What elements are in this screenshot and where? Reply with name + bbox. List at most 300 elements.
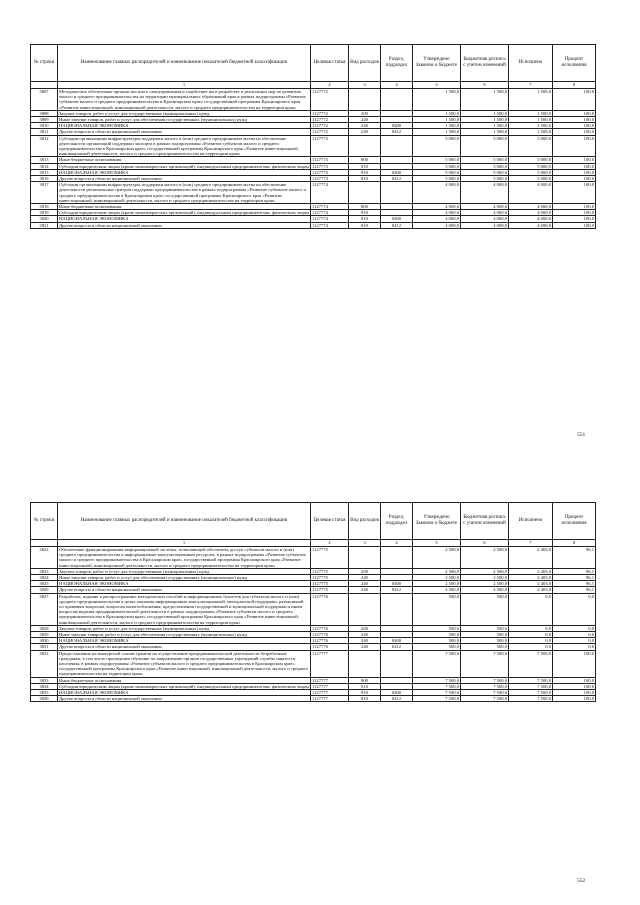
target-article: 1127777 [311,690,349,696]
table-row [31,696,596,702]
approved-amount: 2 500,0 [413,581,461,587]
column-number [31,540,58,547]
target-article: 1127775 [311,587,349,593]
execution-percent: 100,0 [553,677,596,683]
table-body [31,89,596,229]
row-number: 3829 [31,632,58,638]
table-row [31,182,596,204]
row-name: Другие вопросы в области национальной экономики [58,222,311,228]
row-number: 3828 [31,625,58,631]
budget-list-amount: 4 000,0 [461,182,509,204]
column-number: 1 [58,540,311,547]
expense-type: 810 [349,169,381,175]
row-number: 3830 [31,638,58,644]
executed-amount: 7 500,0 [509,690,553,696]
column-number: 6 [461,82,509,89]
executed-amount: 5 000,0 [509,169,553,175]
name-header: Наименование главных распорядителей и наименование показателей бюджетной классификации [58,503,311,540]
target-article: 1127775 [311,581,349,587]
row-name: НАЦИОНАЛЬНАЯ ЭКОНОМИКА [58,123,311,129]
budget-table [30,502,596,702]
execution-percent: 100,0 [553,696,596,702]
percent-header: Процент исполнения [553,503,596,540]
expense-type: 240 [349,129,381,135]
executed-amount: 0,0 [509,593,553,625]
executed-amount: 2 403,0 [509,581,553,587]
executed-amount: 7 500,0 [509,677,553,683]
row-name: Иные бюджетные ассигнования [58,204,311,210]
execution-percent: 100,0 [553,204,596,210]
name-header: Наименование главных распорядителей и наименование показателей бюджетной классификации [58,45,311,82]
expense-type: 240 [349,638,381,644]
executed-header: Исполнено [509,503,553,540]
budget-list-amount: 4 000,0 [461,216,509,222]
approved-amount: 5 000,0 [413,169,461,175]
document-page-552 [0,452,640,905]
execution-percent: 100,0 [553,216,596,222]
approved-amount: 1 500,0 [413,129,461,135]
budget-list-header: Бюджетная роспись с учетом изменений [461,45,509,82]
expense-type: 240 [349,575,381,581]
execution-percent: 100,0 [553,222,596,228]
approved-amount: 4 000,0 [413,216,461,222]
execution-percent: 100,0 [553,182,596,204]
column-number: 2 [311,540,349,547]
row-name: Предоставление на конкурсной основе грантов на осуществление предпринимательской деятельности безработным гражданам, в том числе прошедшим обучение по направлению органов государственных учреждений службы занятости населения, в рамках подпрограммы «Развитие субъектов малого и среднего предпринимательства в Красноярском крае» государственной программы Красноярского края «Развитие инвестиционной, инновационной деятельности, малого и среднего предпринимательства на территории края» [58,650,311,677]
expense-type: 240 [349,632,381,638]
expense-type-header: Вид расходов [349,45,381,82]
approved-amount: 500,0 [413,644,461,650]
column-number: 1 [58,82,311,89]
target-article: 1127776 [311,593,349,625]
column-number [31,82,58,89]
executed-amount: 0,0 [509,632,553,638]
target-article: 1127777 [311,696,349,702]
execution-percent: 96,1 [553,581,596,587]
row-name: НАЦИОНАЛЬНАЯ ЭКОНОМИКА [58,638,311,644]
execution-percent: 96,1 [553,587,596,593]
row-number: 3816 [31,176,58,182]
percent-header: Процент исполнения [553,45,596,82]
target-article: 1127772 [311,110,349,116]
row-number: 3811 [31,129,58,135]
expense-type: 240 [349,581,381,587]
budget-list-amount: 4 000,0 [461,210,509,216]
column-number: 5 [413,82,461,89]
row-name: Иные закупки товаров, работ и услуг для обеспечения государственных (муниципальных) нужд [58,575,311,581]
execution-percent: 100,0 [553,110,596,116]
approved-amount: 7 500,0 [413,696,461,702]
execution-percent: 100,0 [553,683,596,689]
executed-amount: 4 000,0 [509,216,553,222]
executed-amount: 1 500,0 [509,117,553,123]
approved-amount: 7 500,0 [413,683,461,689]
approved-amount: 2 500,0 [413,575,461,581]
execution-percent: 0,0 [553,644,596,650]
expense-type: 810 [349,176,381,182]
table-row [31,650,596,677]
budget-list-amount: 5 000,0 [461,163,509,169]
execution-percent: 96,1 [553,568,596,574]
approved-amount: 7 500,0 [413,677,461,683]
expense-type [349,89,381,111]
approved-amount: 2 500,0 [413,568,461,574]
row-number: 3825 [31,581,58,587]
approved-amount: 500,0 [413,638,461,644]
approved-amount: 5 000,0 [413,157,461,163]
approved-amount: 5 000,0 [413,135,461,157]
column-number: 3 [349,540,381,547]
row-number: 3820 [31,216,58,222]
executed-amount: 0,0 [509,644,553,650]
row-name: Субсидии юридическим лицам (кроме некоммерческих организаций), индивидуальным предпринимателям, физическим лицам [59,210,309,216]
expense-type: 800 [349,157,381,163]
approved-amount: 1 500,0 [413,89,461,111]
execution-percent: 100,0 [553,176,596,182]
section-code: 0400 [381,690,413,696]
row-number: 3812 [31,135,58,157]
page-number: 551 [577,432,586,438]
execution-percent: 0,0 [553,638,596,644]
section-code: 0412 [381,176,413,182]
approved-amount: 4 000,0 [413,210,461,216]
expense-type: 240 [349,644,381,650]
executed-amount: 5 000,0 [509,157,553,163]
target-article: 1127774 [311,222,349,228]
row-number: 3819 [31,210,58,216]
target-article-header: Целевая статья [311,503,349,540]
approved-amount: 4 000,0 [413,204,461,210]
column-number: 8 [553,540,596,547]
execution-percent: 100,0 [553,157,596,163]
row-name: НАЦИОНАЛЬНАЯ ЭКОНОМИКА [58,216,311,222]
section-code: 0400 [381,169,413,175]
target-article: 1127772 [311,129,349,135]
expense-type [349,547,381,569]
expense-type: 240 [349,117,381,123]
row-name: НАЦИОНАЛЬНАЯ ЭКОНОМИКА [58,581,311,587]
execution-percent: 0,0 [553,625,596,631]
executed-amount: 4 000,0 [509,222,553,228]
row-name: Иные закупки товаров, работ и услуг для обеспечения государственных (муниципальных) нужд [58,632,311,638]
budget-list-amount: 500,0 [461,644,509,650]
section-code [381,135,413,157]
column-number: 4 [381,82,413,89]
table-row [31,593,596,625]
section-code: 0400 [381,216,413,222]
budget-list-amount: 2 500,0 [461,581,509,587]
approved-amount: 5 000,0 [413,176,461,182]
row-name: Иные закупки товаров, работ и услуг для обеспечения государственных (муниципальных) нужд [58,117,311,123]
row-number-header: № строки [31,503,58,540]
executed-amount: 5 000,0 [509,135,553,157]
executed-amount: 7 500,0 [509,683,553,689]
section-code: 0412 [381,587,413,593]
row-name: Иные бюджетные ассигнования [58,677,311,683]
row-name: Разработка, издание и распространение методических пособий и информационных буклетов для субъектов малого и (или) среднего предпринимательства в целях оказания информационно-консультационной, методической поддержки, разъяснений по правовым вопросам, вопросам налогообложения, предоставления государственной и муниципальной поддержки и иным вопросам ведения предпринимательской деятельности в рамках подпрограммы «Развитие субъектов малого и среднего предпринимательства в Красноярском крае» государственной программы Красноярского края «Развитие инвестиционной, инновационной деятельности, малого и среднего предпринимательства на территории края» [58,593,311,625]
expense-type [349,135,381,157]
approved-amount: 2 500,0 [413,547,461,569]
budget-list-amount: 7 500,0 [461,677,509,683]
approved-amount: 7 500,0 [413,690,461,696]
approved-amount: 4 000,0 [413,182,461,204]
executed-amount: 1 500,0 [509,89,553,111]
budget-list-amount: 500,0 [461,593,509,625]
row-number: 3815 [31,169,58,175]
column-number-row [31,540,596,547]
approved-amount: 1 500,0 [413,117,461,123]
approved-amount: 1 500,0 [413,123,461,129]
row-number: 3822 [31,547,58,569]
column-number: 2 [311,82,349,89]
row-name: Другие вопросы в области национальной экономики [58,129,311,135]
expense-type: 810 [349,683,381,689]
row-number: 3835 [31,690,58,696]
row-name: Иные бюджетные ассигнования [58,157,311,163]
expense-type: 800 [349,677,381,683]
section-code: 0400 [381,123,413,129]
expense-type: 810 [349,696,381,702]
expense-type [349,182,381,204]
budget-list-amount: 7 500,0 [461,690,509,696]
approved-amount: 5 000,0 [413,163,461,169]
section-code [381,593,413,625]
row-number: 3833 [31,677,58,683]
approved-amount: 7 500,0 [413,650,461,677]
section-code [381,182,413,204]
section-code [381,650,413,677]
target-article: 1127773 [311,135,349,157]
budget-list-amount: 5 000,0 [461,169,509,175]
row-number: 3813 [31,157,58,163]
target-article: 1127775 [311,547,349,569]
execution-percent: 100,0 [553,163,596,169]
expense-type: 810 [349,216,381,222]
executed-amount: 1 500,0 [509,110,553,116]
row-number: 3810 [31,123,58,129]
table-row [31,89,596,111]
row-name: Другие вопросы в области национальной экономики [58,696,311,702]
budget-list-amount: 2 500,0 [461,547,509,569]
executed-header: Исполнено [509,45,553,82]
column-number: 8 [553,82,596,89]
executed-amount: 1 500,0 [509,123,553,129]
section-code [381,89,413,111]
row-name: Другие вопросы в области национальной экономики [58,644,311,650]
target-article: 1127776 [311,632,349,638]
budget-list-amount: 500,0 [461,625,509,631]
section-code: 0400 [381,581,413,587]
budget-list-amount: 1 500,0 [461,89,509,111]
budget-list-amount: 1 500,0 [461,129,509,135]
page-number: 552 [577,878,586,884]
row-name: Другие вопросы в области национальной экономики [58,176,311,182]
executed-amount: 7 500,0 [509,696,553,702]
column-number: 5 [413,540,461,547]
section-header: Раздел, подраздел [381,45,413,82]
expense-type: 240 [349,587,381,593]
budget-list-amount: 7 500,0 [461,650,509,677]
execution-percent: 0,0 [553,632,596,638]
budget-list-amount: 5 000,0 [461,135,509,157]
target-article: 1127776 [311,625,349,631]
row-number: 3809 [31,117,58,123]
approved-amount: 2 500,0 [413,587,461,593]
approved-amount: 500,0 [413,625,461,631]
expense-type [349,650,381,677]
execution-percent: 100,0 [553,135,596,157]
approved-header: Утверждено Законом о бюджете [413,503,461,540]
budget-list-amount: 7 500,0 [461,683,509,689]
budget-list-amount: 1 500,0 [461,123,509,129]
expense-type: 810 [349,222,381,228]
column-number: 4 [381,540,413,547]
execution-percent: 100,0 [553,117,596,123]
execution-percent: 100,0 [553,89,596,111]
row-number: 3821 [31,222,58,228]
target-article: 1127776 [311,638,349,644]
target-article: 1127774 [311,182,349,204]
row-name: Субсидии организациям инфраструктуры поддержки малого и (или) среднего предпринимательства на обеспечение деятельности организаций поддержки экспорта в рамках подпрограммы «Развитие субъектов малого и среднего предпринимательства в Красноярском крае» государственной программы Красноярского края «Развитие инвестиционной, инновационной деятельности, малого и среднего предпринимательства на территории края» [58,135,311,157]
row-number: 3818 [31,204,58,210]
row-number: 3814 [31,163,58,169]
execution-percent: 96,1 [553,575,596,581]
budget-list-amount: 4 000,0 [461,204,509,210]
target-article: 1127774 [311,210,349,216]
executed-amount: 7 500,0 [509,650,553,677]
executed-amount: 5 000,0 [509,163,553,169]
expense-type: 810 [349,210,381,216]
section-code: 0412 [381,129,413,135]
row-name: Закупка товаров, работ и услуг для государственных (муниципальных) нужд [58,625,311,631]
section-header: Раздел, подраздел [381,503,413,540]
budget-list-amount: 2 500,0 [461,587,509,593]
executed-amount: 4 000,0 [509,204,553,210]
execution-percent: 100,0 [553,690,596,696]
executed-amount: 0,0 [509,638,553,644]
table-body [31,547,596,702]
section-code [381,547,413,569]
section-code: 0400 [381,638,413,644]
section-code: 0412 [381,222,413,228]
row-number: 3808 [31,110,58,116]
budget-list-amount: 2 500,0 [461,568,509,574]
table-row [31,222,596,228]
row-number-header: № строки [31,45,58,82]
target-article: 1127777 [311,683,349,689]
row-name: Другие вопросы в области национальной экономики [58,587,311,593]
executed-amount: 1 500,0 [509,129,553,135]
row-number: 3834 [31,683,58,689]
executed-amount: 4 000,0 [509,182,553,204]
approved-header: Утверждено Законом о бюджете [413,45,461,82]
execution-percent: 100,0 [553,169,596,175]
row-name: Субсидии юридическим лицам (кроме некоммерческих организаций), индивидуальным предпринимателям, физическим лицам [59,163,309,169]
execution-percent: 100,0 [553,650,596,677]
approved-amount: 500,0 [413,593,461,625]
expense-type: 200 [349,110,381,116]
budget-list-header: Бюджетная роспись с учетом изменений [461,503,509,540]
approved-amount: 500,0 [413,632,461,638]
section-code: 0412 [381,696,413,702]
budget-list-amount: 500,0 [461,638,509,644]
row-number: 3831 [31,644,58,650]
target-article: 1127772 [311,117,349,123]
column-number: 6 [461,540,509,547]
executed-amount: 5 000,0 [509,176,553,182]
row-name: Обеспечение функционирования информационной системы, позволяющей обеспечить доступ субъектов малого и (или) среднего предпринимательства к информационно-консультационным ресурсам, в рамках подпрограммы «Развитие субъектов малого и среднего предпринимательства в Красноярском крае» государственной программы Красноярского края «Развитие инвестиционной, инновационной деятельности, малого и среднего предпринимательства на территории края» [58,547,311,569]
table-header-row [31,503,596,540]
target-article: 1127777 [311,677,349,683]
table-header-row [31,45,596,82]
target-article: 1127772 [311,123,349,129]
expense-type: 800 [349,204,381,210]
target-article: 1127775 [311,568,349,574]
row-number: 3824 [31,575,58,581]
expense-type [349,593,381,625]
execution-percent: 100,0 [553,210,596,216]
execution-percent: 100,0 [553,123,596,129]
row-name: Закупка товаров, работ и услуг для государственных (муниципальных) нужд [58,110,311,116]
expense-type: 200 [349,568,381,574]
executed-amount: 2 403,0 [509,547,553,569]
row-name: НАЦИОНАЛЬНАЯ ЭКОНОМИКА [58,690,311,696]
row-name: Закупка товаров, работ и услуг для государственных (муниципальных) нужд [58,568,311,574]
table-row [31,547,596,569]
row-number: 3832 [31,650,58,677]
target-article: 1127773 [311,169,349,175]
column-number: 3 [349,82,381,89]
target-article: 1127774 [311,216,349,222]
budget-list-amount: 7 500,0 [461,696,509,702]
executed-amount: 2 403,0 [509,587,553,593]
budget-list-amount: 500,0 [461,632,509,638]
row-number: 3823 [31,568,58,574]
approved-amount: 1 500,0 [413,110,461,116]
target-article: 1127777 [311,650,349,677]
target-article: 1127773 [311,163,349,169]
executed-amount: 4 000,0 [509,210,553,216]
budget-list-amount: 2 500,0 [461,575,509,581]
target-article: 1127774 [311,204,349,210]
table-row [31,135,596,157]
expense-type-header: Вид расходов [349,503,381,540]
budget-list-amount: 5 000,0 [461,157,509,163]
executed-amount: 0,0 [509,625,553,631]
target-article-header: Целевая статья [311,45,349,82]
document-page-551 [0,0,640,452]
execution-percent: 100,0 [553,129,596,135]
budget-list-amount: 4 000,0 [461,222,509,228]
row-name: НАЦИОНАЛЬНАЯ ЭКОНОМИКА [58,169,311,175]
expense-type: 240 [349,123,381,129]
executed-amount: 2 403,0 [509,575,553,581]
target-article: 1127776 [311,644,349,650]
row-number: 3826 [31,587,58,593]
section-code: 0412 [381,644,413,650]
expense-type: 200 [349,625,381,631]
column-number: 7 [509,540,553,547]
target-article: 1127773 [311,157,349,163]
row-name: Субсидии юридическим лицам (кроме некоммерческих организаций), индивидуальным предпринимателям, физическим лицам [59,683,309,689]
row-name: Субсидии организациям инфраструктуры поддержки малого и (или) среднего предпринимательства на обеспечение деятельности региональных центров поддержки предпринимательства в рамках подпрограммы «Развитие субъектов малого и среднего предпринимательства в Красноярском крае» государственной программы Красноярского края «Развитие инвестиционной, инновационной деятельности, малого и среднего предпринимательства на территории края» [58,182,311,204]
expense-type: 810 [349,163,381,169]
execution-percent: 96,1 [553,547,596,569]
row-number: 3807 [31,89,58,111]
approved-amount: 4 000,0 [413,222,461,228]
executed-amount: 2 403,0 [509,568,553,574]
target-article: 1127772 [311,89,349,111]
